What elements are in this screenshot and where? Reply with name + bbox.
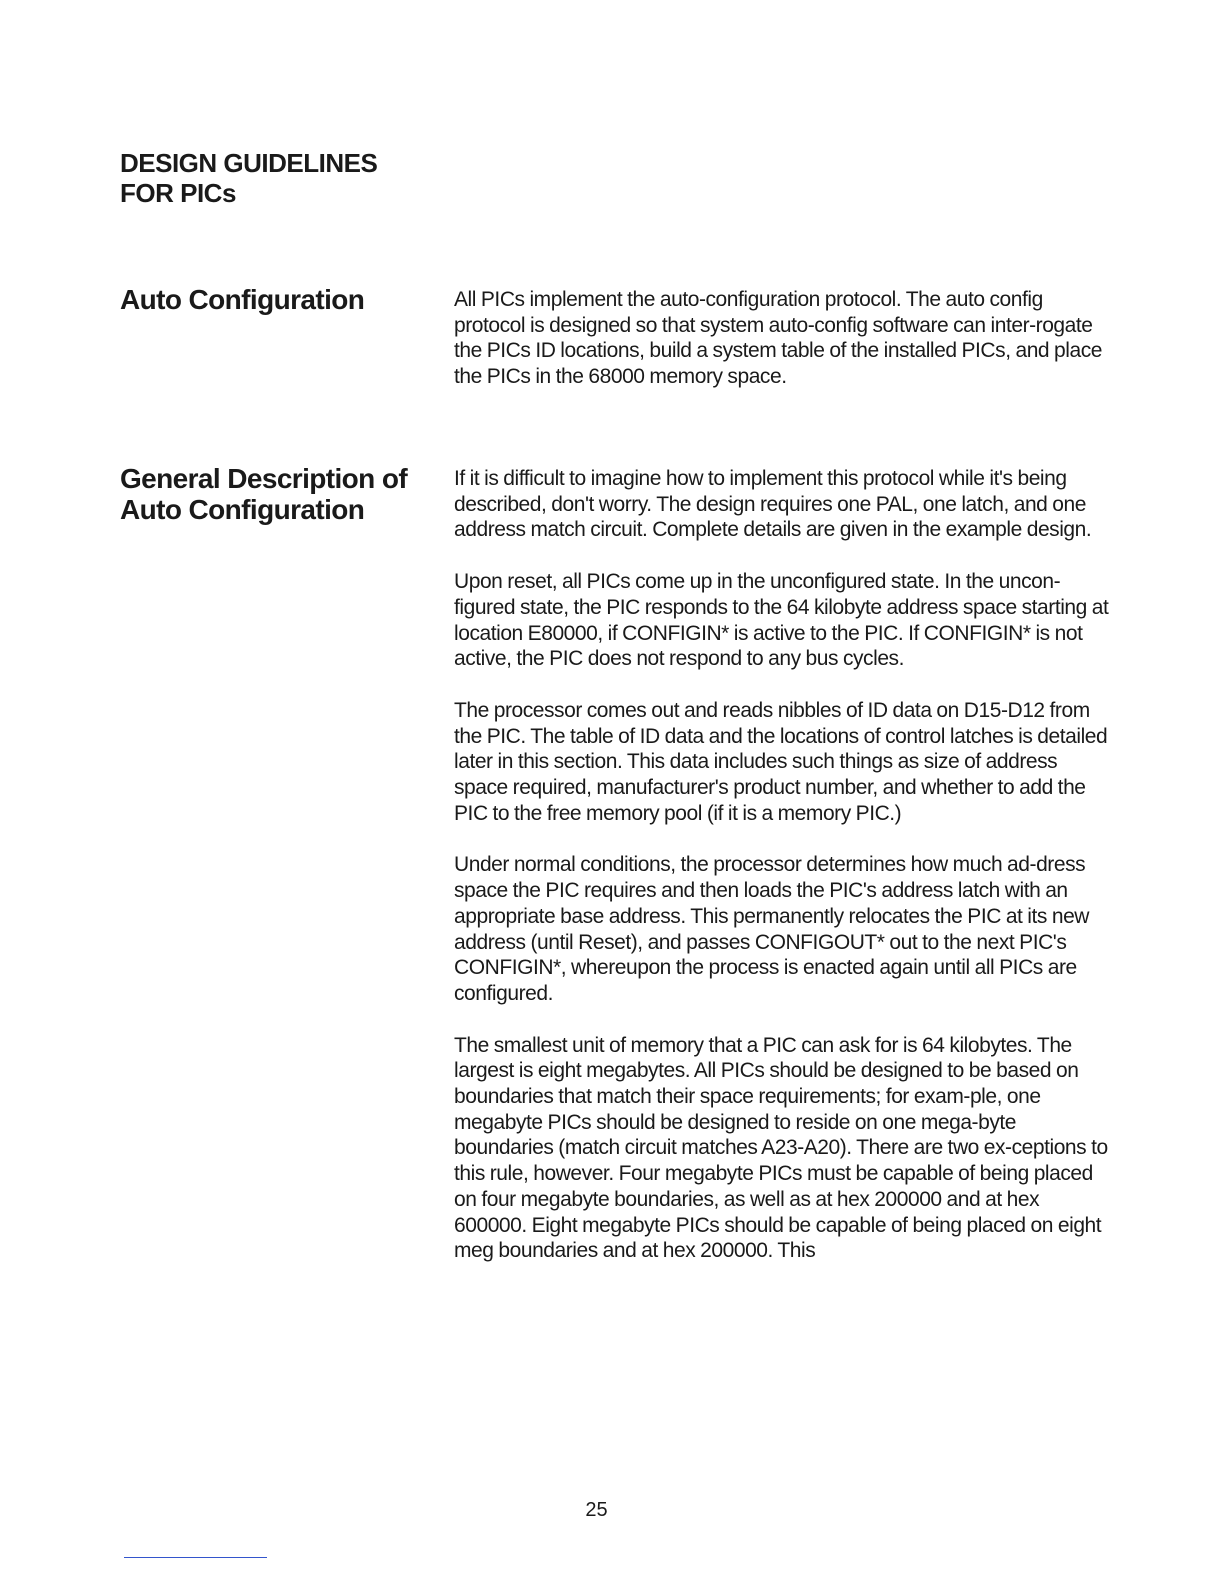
paragraph: Upon reset, all PICs come up in the unconfigured state. In the uncon-figured state, the PIC responds to the 64 kilobyte address space starting at location E80000, if CONFIGIN* is active to the PIC. If CONFIGIN* is not active, the PIC does not respond to any bus cycles. xyxy=(454,570,1109,671)
paragraph: Under normal conditions, the processor determines how much ad-dress space the PIC requires and then loads the PIC's address latch with an appropriate base address. This permanently relocates the PIC at its new address (until Reset), and passes CONFIGOUT* out to the next PIC's CONFIGIN*, whereupon the process is enacted again until all PICs are configured. xyxy=(454,853,1090,1005)
section-heading-general-description xyxy=(120,463,430,525)
page-title-line-2: FOR PICs xyxy=(120,178,236,208)
paragraph: If it is difficult to imagine how to implement this protocol while it's being described, don't worry. The design requires one PAL, one latch, and one address match circuit. Complete details are given in the example design. xyxy=(454,467,1092,542)
section-heading-line: Auto Configuration xyxy=(120,494,365,525)
page-title-line-1: DESIGN GUIDELINES xyxy=(120,148,378,178)
paragraph: The smallest unit of memory that a PIC can ask for is 64 kilobytes. The largest is eight megabytes. All PICs should be designed to be based on boundaries that match their space requirements; for exam-ple, one megabyte PICs should be designed to reside on one mega-byte boundaries (match circuit matches A23-A20). There are two ex-ceptions to this rule, however. Four megabyte PICs must be capable of being placed on four megabyte boundaries, as well as at hex 200000 and at hex 600000. Eight megabyte PICs should be capable of being placed on eight meg boundaries and at hex 200000. This xyxy=(454,1033,1108,1263)
footnote-divider xyxy=(124,1557,267,1558)
section-heading-line: General Description of xyxy=(120,463,408,494)
section-heading-auto-configuration xyxy=(120,284,430,315)
section-body-general-description xyxy=(454,466,1114,1290)
paragraph: All PICs implement the auto-configuration protocol. The auto config protocol is designed so that system auto-config software can inter-rogate the PICs ID locations, build a system table of the installed PICs, and place the PICs in the 68000 memory space. xyxy=(454,288,1102,389)
section-body-auto-configuration xyxy=(454,287,1114,416)
section-heading-line: Auto Configuration xyxy=(120,284,365,315)
paragraph: The processor comes out and reads nibbles of ID data on D15-D12 from the PIC. The table of ID data and the locations of control latches is detailed later in this section. This data includes such things as size of address space required, manufacturer's product number, and whether to add the PIC to the free memory pool (if it is a memory PIC.) xyxy=(454,698,1108,825)
page-title xyxy=(120,148,377,208)
page-number: 25 xyxy=(585,1499,608,1521)
